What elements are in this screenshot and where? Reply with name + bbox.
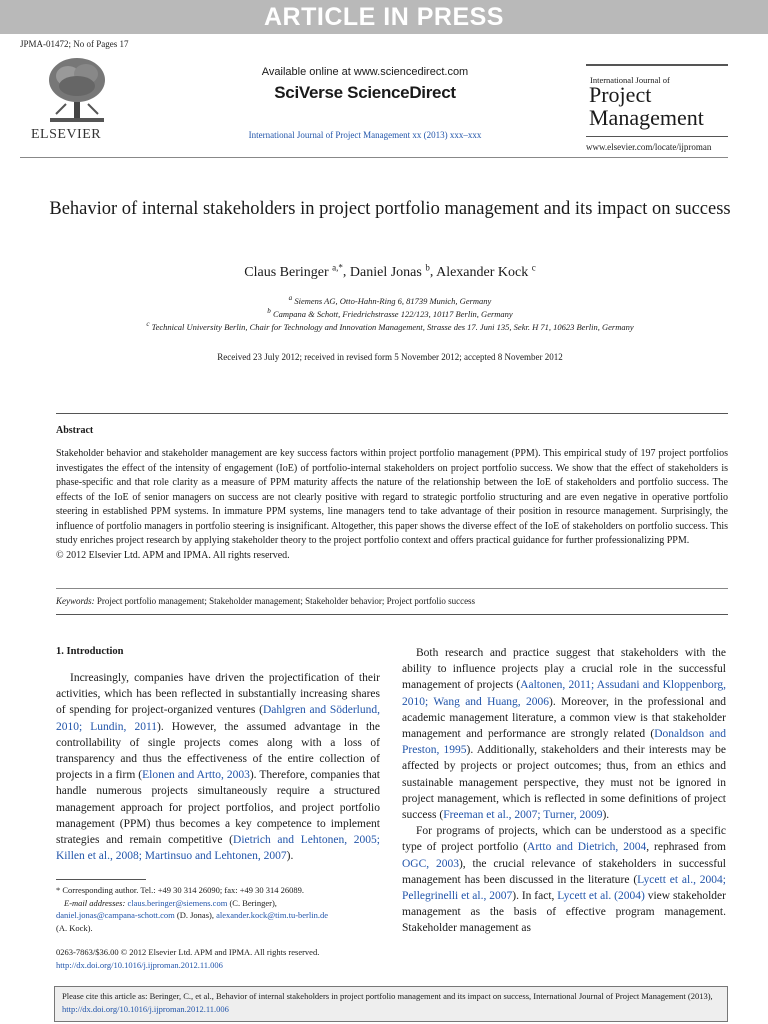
journal-reference[interactable]: International Journal of Project Management xx (2013) xxx–xxx (248, 130, 482, 140)
journal-logo-small: International Journal of (590, 75, 670, 85)
email-link-1[interactable]: claus.beringer@siemens.com (127, 897, 228, 908)
body-column-left: Increasingly, companies have driven the projectification of their activities, which has been reflected in substantially increasing shares of spending for project-organized ventures (Dahlgren and Söderlund, 2010; Lundin, 2011). However, the assumed advantage in the controllability of single projects comes along with a loss of transparency and thus the effectiveness of the entire collection of projects in a firm (Elonen and Artto, 2003). Therefore, companies that handle numerous projects simultaneously require a structured management approach for project portfolios, and project portfolio management (PPM) thus becomes a key competence to implement strategies and remain competitive (Dietrich and Lehtonen, 2005; Killen et al., 2008; Martinsuo and Lehtonen, 2007). (56, 672, 380, 863)
email-link-2[interactable]: daniel.jonas@campana-schott.com (56, 910, 175, 920)
abstract-body: Stakeholder behavior and stakeholder management are key success factors within project portfolio management (PPM). This empirical study of 197 project portfolios investigates the effect of the intensity of engagement (IoE) of portfolio-internal stakeholders on project portfolio success. We show that the effect of stakeholders is phase-specific and that role clarity as a measure of PPM maturity affects the nature of the relationship between the IoE of stakeholders and portfolio success. The effects of the IoE of senior managers on success are not clearly positive with regard to strategic portfolio structuring and are even negative in operative portfolio steering in established PPM systems. In immature PPM systems, line managers tend to take advantage of their position in resource management. Surprisingly, the influence of portfolio managers in portfolio steering is insignificant. Altogether, this paper shows the diverse effect of the IoE of stakeholders on portfolio success. This study enriches project research by applying stakeholder theory to the project portfolio context and offers practical guidance for further professionalizing PPM. © 2012 Elsevier Ltd. APM and IPMA. All rights reserved. (56, 448, 728, 561)
footnote: * Corresponding author. Tel.: +49 30 314 26090; fax: +49 30 314 26089. E-mail addresses: claus.beringer@siemens.com (C. Beringer), daniel.jonas@campana-schott.com (D. Jonas), alexander.kock@tim.tu-berlin.de (A. Kock). (56, 884, 386, 934)
authors: Claus Beringer $^{a,*}$, Daniel Jonas $^b$, Alexander Kock $^c$ (244, 262, 536, 280)
body-column-right: Both research and practice suggest that stakeholders with the ability to influence projects play a crucial role in the successful management of projects (Aaltonen, 2011; Assudani and Kloppenborg, 2010; Wang and Huang, 2006). Moreover, in the professional and academic management literature, a common view is that stakeholder management and performance are strongly related (Donaldson and Preston, 1995). Additionally, stakeholders and their interests may be affected by projects or project outcomes; thus, from an ethics and sustainable management perspective, they must not be ignored in project management, which is reflected in some definitions of project success (Freeman et al., 2007; Turner, 2009). For programs of projects, which can be understood as a specific type of project portfolio (Artto and Dietrich, 2004, rephrased from OGC, 2003), the crucial relevance of stakeholders in successful management has been discussed in the literature (Lycett et al., 2004; Pellegrinelli et al., 2007). In fact, Lycett et al. (2004) view stakeholder management as the basis of effective program management. Stakeholder management as (402, 647, 727, 935)
email-link-3[interactable]: alexander.kock@tim.tu-berlin.de (216, 910, 329, 920)
corresponding-author: * Corresponding author. Tel.: +49 30 314 26090; fax: +49 30 314 26089. (56, 885, 304, 895)
journal-url[interactable]: www.elsevier.com/locate/ijproman (586, 142, 712, 152)
footnote-rule (56, 879, 146, 880)
affiliation-a: $^a$ Siemens AG, Otto-Hahn-Ring 6, 81739 Munich, Germany (288, 294, 492, 306)
abstract-rule-bottom (56, 614, 728, 615)
abstract-rule-mid (56, 588, 728, 589)
elsevier-tree-logo (46, 56, 108, 126)
received-dates: Received 23 July 2012; received in revised form 5 November 2012; accepted 8 November 2012 (217, 352, 563, 362)
citation-text: Please cite this article as: Beringer, C., et al., Behavior of internal stakeholders in project portfolio management and its impact on success, International Journal of Project Management (2013), http://dx.doi.org/10.1016/j.ijproman.2012.11.006 (62, 991, 713, 1014)
header-divider (20, 157, 728, 158)
journal-logo-line2: Management (589, 105, 704, 130)
journal-logo-rule-top (586, 64, 728, 66)
abstract-rule-top (56, 413, 728, 414)
journal-logo-line1: Project (589, 82, 652, 107)
keywords: Keywords: Project portfolio management; Stakeholder management; Stakeholder behavior; Project portfolio success (56, 596, 476, 606)
article-title: Behavior of internal stakeholders in project portfolio management and its impact on success (49, 199, 731, 219)
author-2: Daniel Jonas $^b$ (349, 262, 430, 280)
available-online: Available online at www.sciencedirect.com (261, 66, 469, 78)
journal-logo-rule-bottom (586, 136, 728, 137)
sciverse-logo: SciVerse ScienceDirect (274, 83, 456, 102)
citation-doi-link[interactable]: http://dx.doi.org/10.1016/j.ijproman.2012.11.006 (62, 1003, 229, 1014)
affiliation-b: $^b$ Campana & Schott, Friedrichstrasse 122/123, 10117 Berlin, Germany (267, 307, 513, 319)
author-3: Alexander Kock $^c$ (436, 262, 536, 280)
section-heading-introduction: 1. Introduction (56, 646, 124, 657)
affiliation-c: $^c$ Technical University Berlin, Chair for Technology and Innovation Management, Strasse des 17. Juni 135, Sekr. H 71, 10623 Berlin, Germany (146, 320, 634, 332)
abstract-heading: Abstract (56, 425, 94, 436)
issn-copyright: 0263-7863/$36.00 © 2012 Elsevier Ltd. APM and IPMA. All rights reserved. http://dx.doi.org/10.1016/j.ijproman.2012.11.006 (56, 947, 320, 970)
elsevier-wordmark: ELSEVIER (31, 127, 102, 142)
abstract-copyright: © 2012 Elsevier Ltd. APM and IPMA. All rights reserved. (56, 549, 290, 561)
banner-text: ARTICLE IN PRESS (264, 3, 504, 31)
author-1: Claus Beringer $^{a,*}$ (244, 262, 343, 280)
journal-id: JPMA-01472; No of Pages 17 (20, 39, 129, 49)
doi-link[interactable]: http://dx.doi.org/10.1016/j.ijproman.2012.11.006 (56, 959, 223, 970)
